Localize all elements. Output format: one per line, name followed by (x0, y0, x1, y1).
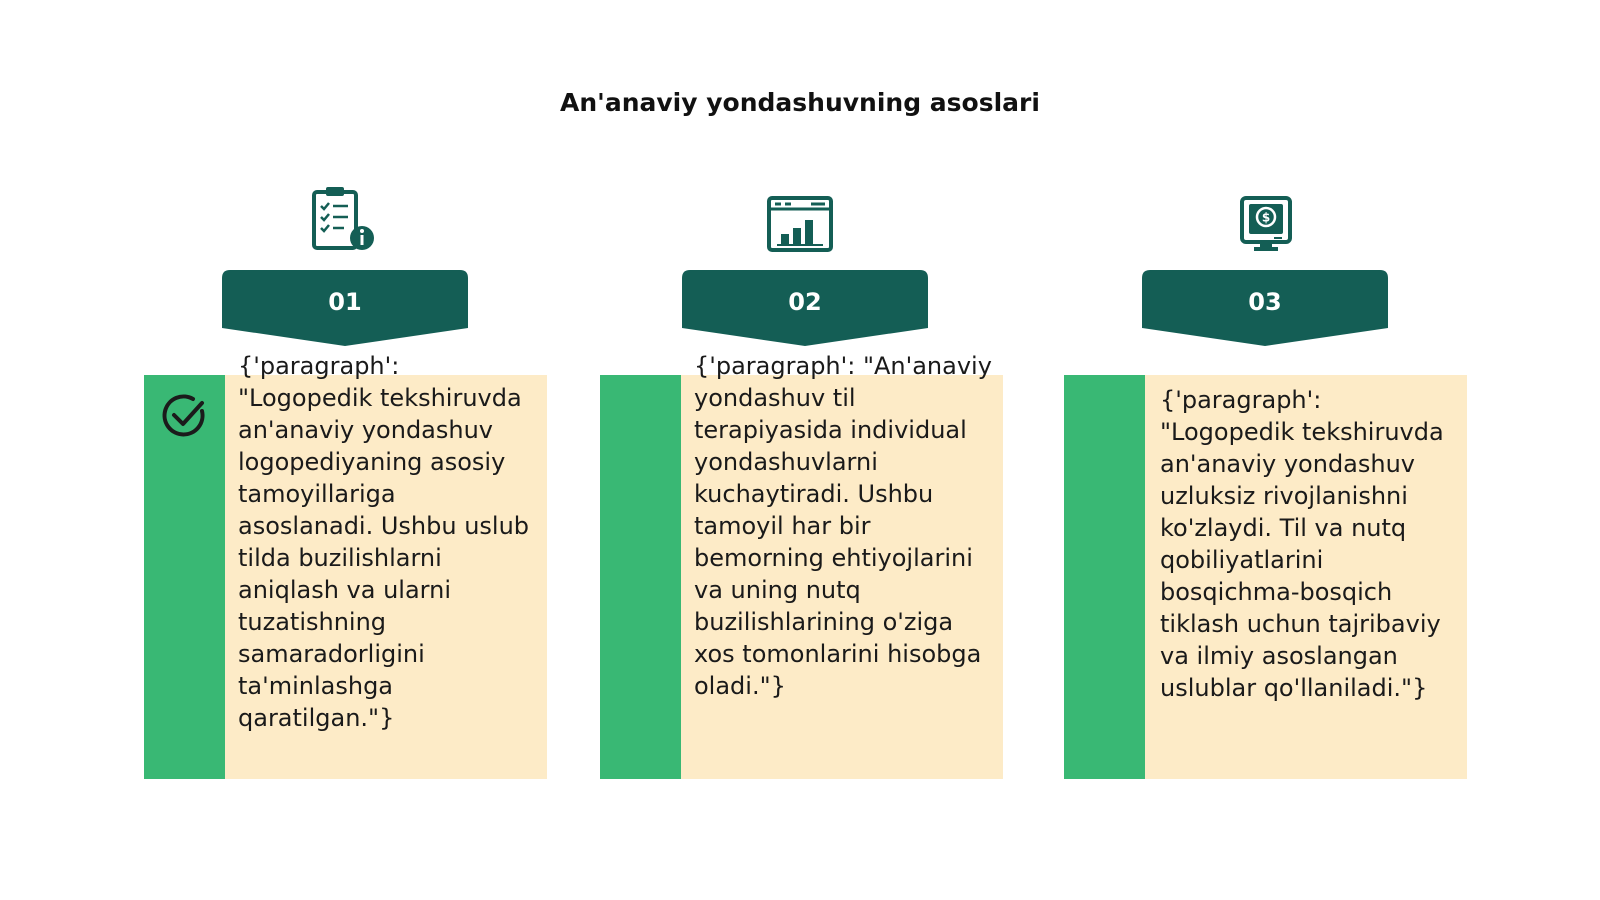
money-device-icon (1240, 196, 1292, 258)
green-bar (144, 375, 225, 779)
step-number: 01 (328, 288, 362, 316)
step-paragraph: {'paragraph': "Logopedik tekshiruvda an'anaviy yondashuv logopediyaning asosiy tamoyillariga asoslanadi. Ushbu uslub tilda buzilishlarni aniqlash va ularni tuzatishning samaradorligini ta'minlashga qaratilgan."} (238, 352, 530, 732)
bar-chart-window-icon (767, 196, 833, 256)
green-bar (600, 375, 681, 779)
step-number: 03 (1248, 288, 1282, 316)
clipboard-checklist-icon (312, 186, 378, 256)
step-number: 02 (788, 288, 822, 316)
step-number-badge (1142, 270, 1388, 346)
page-title: An'anaviy yondashuvning asoslari (560, 88, 1040, 117)
step-number-badge (222, 270, 468, 346)
svg-text:$: $ (1261, 210, 1271, 225)
green-bar (1064, 375, 1145, 779)
step-number-badge (682, 270, 928, 346)
check-circle-icon (162, 393, 208, 443)
step-paragraph: {'paragraph': "Logopedik tekshiruvda an'anaviy yondashuv uzluksiz rivojlanishni ko'zlaydi. Til va nutq qobiliyatlarini bosqichma-bosqich tiklash uchun tajribaviy va ilmiy asoslangan uslublar qo'llaniladi."} (1160, 386, 1444, 702)
step-paragraph: {'paragraph': "An'anaviy yondashuv til terapiyasida individual yondashuvlarni kuchaytiradi. Ushbu tamoyil har bir bemorning ehtiyojlarini va uning nutq buzilishlarining o'ziga xos tomonlarini hisobga oladi."} (694, 352, 992, 700)
